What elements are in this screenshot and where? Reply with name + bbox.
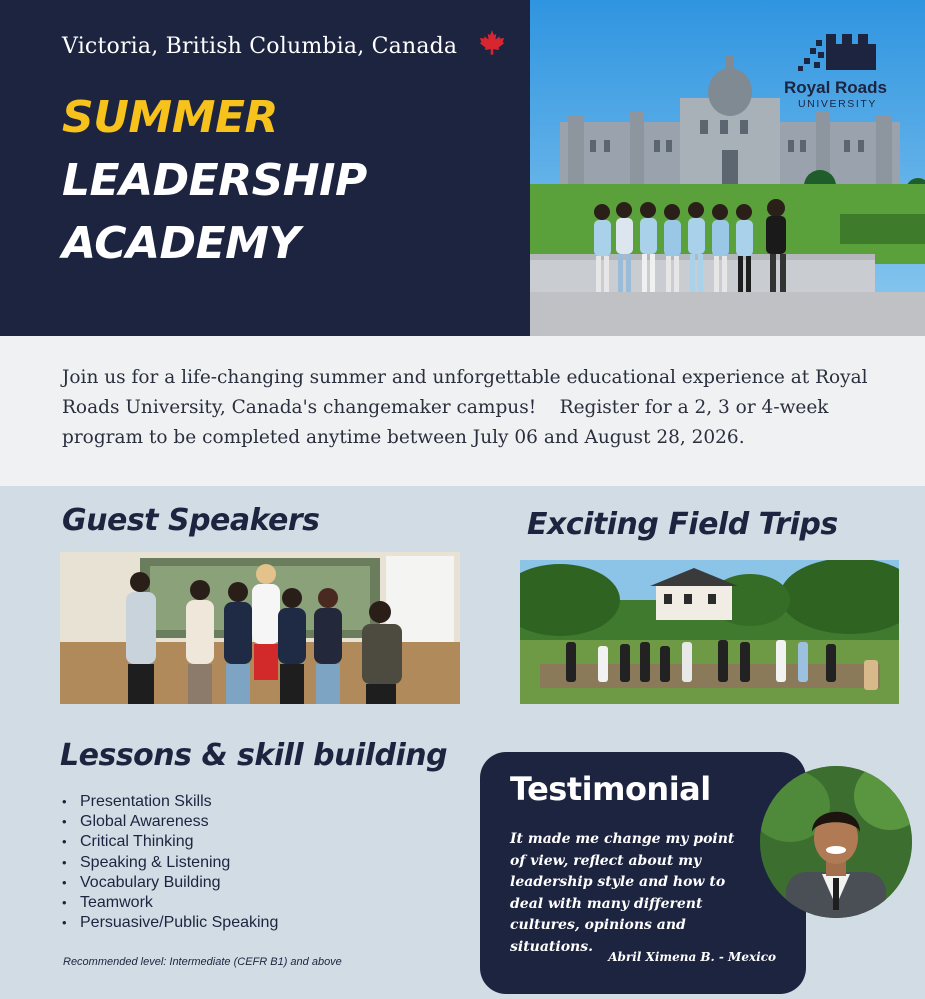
- skill-item: • Persuasive/Public Speaking: [62, 913, 278, 933]
- castle-logo-icon: [798, 30, 878, 72]
- guest-speakers-illustration: [60, 552, 460, 704]
- university-logo: [778, 30, 898, 120]
- field-trips-heading: Exciting Field Trips: [527, 507, 838, 542]
- title-summer: SUMMER: [62, 92, 278, 143]
- avatar-portrait: [760, 766, 912, 918]
- recommended-level-note: Recommended level: Intermediate (CEFR B1) and above: [63, 956, 342, 968]
- location-text: Victoria, British Columbia, Canada: [62, 34, 458, 59]
- lessons-heading: Lessons & skill building: [60, 738, 448, 773]
- skill-item: • Teamwork: [62, 893, 278, 913]
- skill-item: • Presentation Skills: [62, 792, 278, 812]
- testimonial-avatar: [760, 766, 912, 918]
- intro-panel: [0, 336, 925, 486]
- maple-leaf-icon: [478, 29, 506, 57]
- testimonial-author: Abril Ximena B. - Mexico: [608, 950, 776, 964]
- title-academy: ACADEMY: [62, 218, 300, 269]
- testimonial-heading: Testimonial: [510, 770, 711, 808]
- skill-item: • Vocabulary Building: [62, 873, 278, 893]
- header-banner: [0, 0, 925, 336]
- intro-text: Join us for a life-changing summer and unforgettable educational experience at Royal Roads University, Canada's changemaker campus! Register for a 2, 3 or 4-week program to be completed anytime between July 06 and August 28, 2026.: [62, 367, 874, 448]
- skill-item: • Speaking & Listening: [62, 853, 278, 873]
- skill-item: • Critical Thinking: [62, 832, 278, 852]
- logo-name: Royal Roads: [784, 78, 887, 97]
- testimonial-card: [480, 752, 806, 994]
- field-trips-illustration: [520, 560, 899, 704]
- header-panel: [0, 0, 530, 336]
- testimonial-quote: It made me change my point of view, reflect about my leadership style and how to deal with many different cultures, opinions and situations.: [510, 831, 735, 955]
- logo-subtitle: UNIVERSITY: [798, 98, 878, 110]
- field-trips-photo: [520, 560, 899, 704]
- guest-speakers-photo: [60, 552, 460, 704]
- skill-item: • Global Awareness: [62, 812, 278, 832]
- guest-speakers-heading: Guest Speakers: [62, 503, 320, 538]
- skills-list: [62, 792, 278, 933]
- title-leadership: LEADERSHIP: [62, 155, 367, 206]
